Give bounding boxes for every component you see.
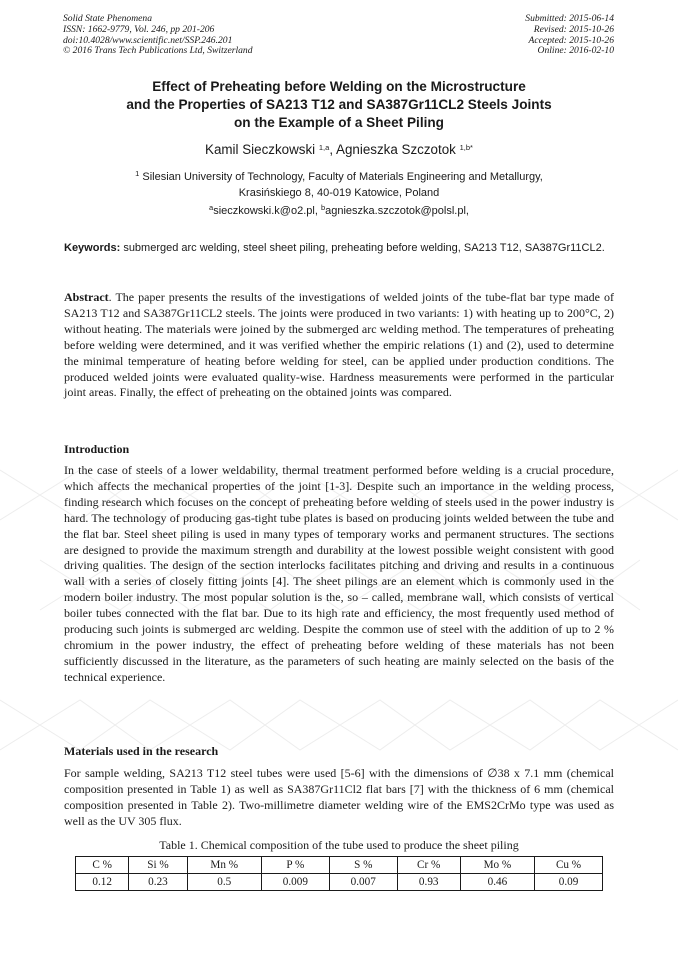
table-header-row <box>76 857 603 874</box>
table-caption: Table 1. Chemical composition of the tube used to produce the sheet piling <box>159 838 519 852</box>
keywords-label: Keywords: <box>64 242 121 254</box>
table-cell: 0.93 <box>397 874 460 891</box>
table-header-cell: Si % <box>129 857 187 874</box>
submission-dates <box>525 14 614 57</box>
table-header-cell: C % <box>76 857 129 874</box>
author-affiliation-mark: 1,a <box>318 143 330 152</box>
title-line-1: Effect of Preheating before Welding on the Microstructure <box>152 79 526 94</box>
table-cell: 0.23 <box>129 874 187 891</box>
table-cell: 0.12 <box>76 874 129 891</box>
table-header-cell: Cr % <box>397 857 460 874</box>
table-cell: 0.007 <box>329 874 397 891</box>
table-cell: 0.46 <box>460 874 534 891</box>
keywords <box>64 240 614 256</box>
date-online: Online: 2016-02-10 <box>537 45 614 57</box>
affiliation <box>60 169 618 201</box>
journal-name: Solid State Phenomena <box>63 13 152 24</box>
author-emails <box>60 205 618 217</box>
affiliation-line-1: Silesian University of Technology, Faculty of Materials Engineering and Metallurgy, <box>142 171 543 183</box>
title-line-3: on the Example of a Sheet Piling <box>234 115 444 130</box>
abstract-text: . The paper presents the results of the investigations of welded joints of the tube-flat bar type made of SA213 T12 and SA387Gr11CL2 steels. The joints were produced in two variants: 1) with heating up to 200°C, 2) without heating. The materials were joined by the submerged arc welding method. The temperatures of preheating before welding were determined, and it was verified whether the empiric relations (1) and (2), used to determine the minimal temperature of heating before welding for steel, can be applied under production conditions. The produced welded joints were evaluated quality-wise. Hardness measurements were performed in the particular joint areas. Finally, the effect of preheating on the obtained joints was compared. <box>64 290 614 400</box>
abstract-label: Abstract <box>64 290 109 304</box>
section-heading-materials: Materials used in the research <box>64 744 219 758</box>
email-mark: b <box>320 203 326 212</box>
table-header-cell: Mo % <box>460 857 534 874</box>
table-header-cell: Mn % <box>187 857 261 874</box>
abstract <box>64 290 614 401</box>
author-affiliation-mark: 1,b* <box>459 143 473 152</box>
author-separator: , <box>329 142 337 157</box>
email-link[interactable]: sieczkowski.k@o2.pl, <box>213 205 321 217</box>
section-heading-introduction: Introduction <box>64 442 130 456</box>
table-header-cell: Cu % <box>535 857 603 874</box>
table-row <box>76 874 603 891</box>
date-revised: Revised: 2015-10-26 <box>533 23 614 35</box>
table-header-cell: P % <box>261 857 329 874</box>
author-list <box>60 142 618 157</box>
email-link[interactable]: agnieszka.szczotok@polsl.pl, <box>325 205 469 217</box>
paper-title <box>60 78 618 132</box>
materials-paragraph: For sample welding, SA213 T12 steel tubes were used [5-6] with the dimensions of ∅38 x 7.1 mm (chemical composition presented in Table 1) as well as SA387Gr11Cl2 flat bars [7] with the thickness of 6 mm (chemical composition presented in Table 2). Two-millimetre diameter welding wire of the EMS2CrMo type was used as well as the UV 305 flux. <box>64 766 614 828</box>
journal-doi[interactable]: doi:10.4028/www.scientific.net/SSP.246.201 <box>63 34 233 46</box>
author-name: Agnieszka Szczotok <box>336 142 456 157</box>
title-line-2: and the Properties of SA213 T12 and SA387Gr11CL2 Steels Joints <box>126 97 552 112</box>
table-cell: 0.009 <box>261 874 329 891</box>
date-accepted: Accepted: 2015-10-26 <box>528 34 614 46</box>
journal-info <box>63 14 253 57</box>
date-submitted: Submitted: 2015-06-14 <box>525 13 614 24</box>
table-header-cell: S % <box>329 857 397 874</box>
table-cell: 0.5 <box>187 874 261 891</box>
author-name: Kamil Sieczkowski <box>205 142 316 157</box>
table-cell: 0.09 <box>535 874 603 891</box>
chemical-composition-table <box>75 856 603 891</box>
affiliation-mark: 1 <box>135 169 140 178</box>
journal-issn: ISSN: 1662-9779, Vol. 246, pp 201-206 <box>63 23 215 35</box>
email-mark: a <box>209 203 214 212</box>
journal-copyright: © 2016 Trans Tech Publications Ltd, Switzerland <box>63 45 253 57</box>
affiliation-line-2: Krasińskiego 8, 40-019 Katowice, Poland <box>238 187 440 199</box>
introduction-paragraph: In the case of steels of a lower weldability, thermal treatment performed before welding is a crucial procedure, which affects the mechanical properties of the joint [1-3]. Despite such an importance in the welding process, finding research which focuses on the concept of preheating before welding of steels used in the power industry is hard. The technology of producing gas-tight tube plates is based on producing joints welded between the tube and the flat bar. Steel sheet piling is used in many types of temporary works and permanent structures. The sections are designed to provide the maximum strength and durability at the lowest possible weight consistent with good driving qualities. The design of the section interlocks facilitates pitching and driving and results in a continuous wall with a series of closely fitting joints [4]. The sheet pilings are an element which is commonly used in the modern boiler industry. The most popular solution is the, so – called, membrane wall, which consists of vertical boiler tubes connected with the flat bar. Due to its high rate and efficiency, the most frequently used method of producing such joints is submerged arc welding. Despite the common use of steel with the addition of up to 2 % chromium in the power industry, the effect of preheating before welding of these materials has not been sufficiently discussed in the literature, as the parameters of such heating are mainly selected on the basis of the technical experience. <box>64 463 614 684</box>
keywords-text: submerged arc welding, steel sheet piling, preheating before welding, SA213 T12, SA387Gr11CL2. <box>123 242 605 254</box>
